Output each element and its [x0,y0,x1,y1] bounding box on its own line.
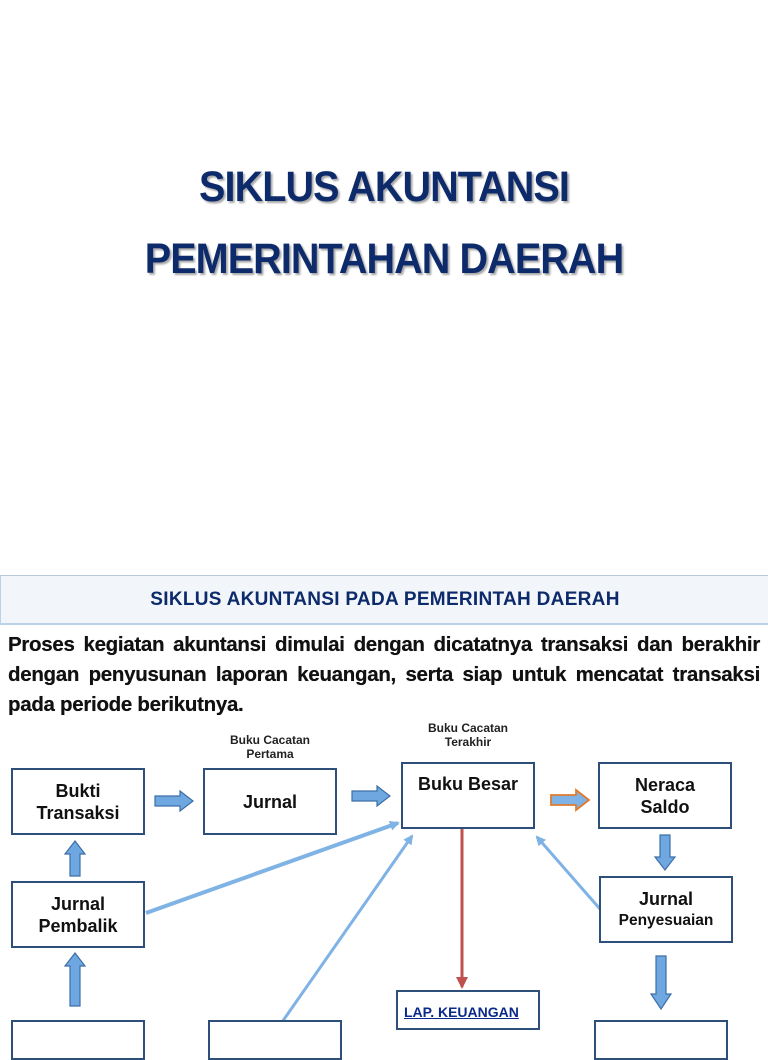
box-bukti-transaksi [11,768,145,835]
box-bukti-transaksi-label: Bukti Transaksi [36,780,120,823]
cycle-slide [0,575,768,1025]
box-jurnal-pembalik-label: Jurnal [50,893,106,914]
block-arrow-right-2 [352,786,390,806]
box-bottom-middle [208,1020,342,1060]
box-neraca-saldo [598,762,732,829]
box-lap-keuangan-label: LAP. KEUANGAN [404,1004,519,1020]
block-arrow-up-2 [65,953,85,1006]
title-line-1: SIKLUS AKUNTANSI [199,163,569,211]
line-arrow-bottom-to-bukubesar [280,836,412,1025]
box-bottom-right [594,1020,728,1060]
block-arrow-right-1 [155,791,193,811]
intro-paragraph: Proses kegiatan akuntansi dimulai dengan dicatatnya transaksi dan berakhir dengan penyusunan laporan keuangan, serta siap untuk mencatat transaksi pada periode berikutnya. [8,633,760,716]
box-bottom-left [11,1020,145,1060]
block-arrow-down-2 [651,956,671,1009]
box-buku-besar [401,762,535,829]
box-lap-keuangan [396,990,540,1030]
note-first-book: Buku Cacatan Pertama [229,733,311,761]
box-jurnal-pembalik-sublabel: Pembalik [38,915,118,936]
note-last-book: Buku Cacatan Terakhir [427,721,509,749]
block-arrow-right-orange [551,790,589,810]
block-arrow-up-1 [65,841,85,876]
box-neraca-saldo-label: Neraca Saldo [634,774,696,817]
box-jurnal-penyesuaian [599,876,733,943]
box-jurnal-label: Jurnal [242,791,298,812]
slide-header: SIKLUS AKUNTANSI PADA PEMERINTAH DAERAH [150,589,620,610]
box-jurnal-penyesuaian-sublabel: Penyesuaian [618,911,714,929]
line-arrow-pembalik-to-bukubesar [146,823,398,913]
box-jurnal [203,768,337,835]
box-jurnal-pembalik [11,881,145,948]
box-jurnal-penyesuaian-label: Jurnal [638,888,694,909]
line-arrow-penyesuaian-to-bukubesar [537,837,600,909]
title-line-2: PEMERINTAHAN DAERAH [144,235,624,283]
block-arrow-down-1 [655,835,675,870]
box-buku-besar-label: Buku Besar [417,774,519,794]
